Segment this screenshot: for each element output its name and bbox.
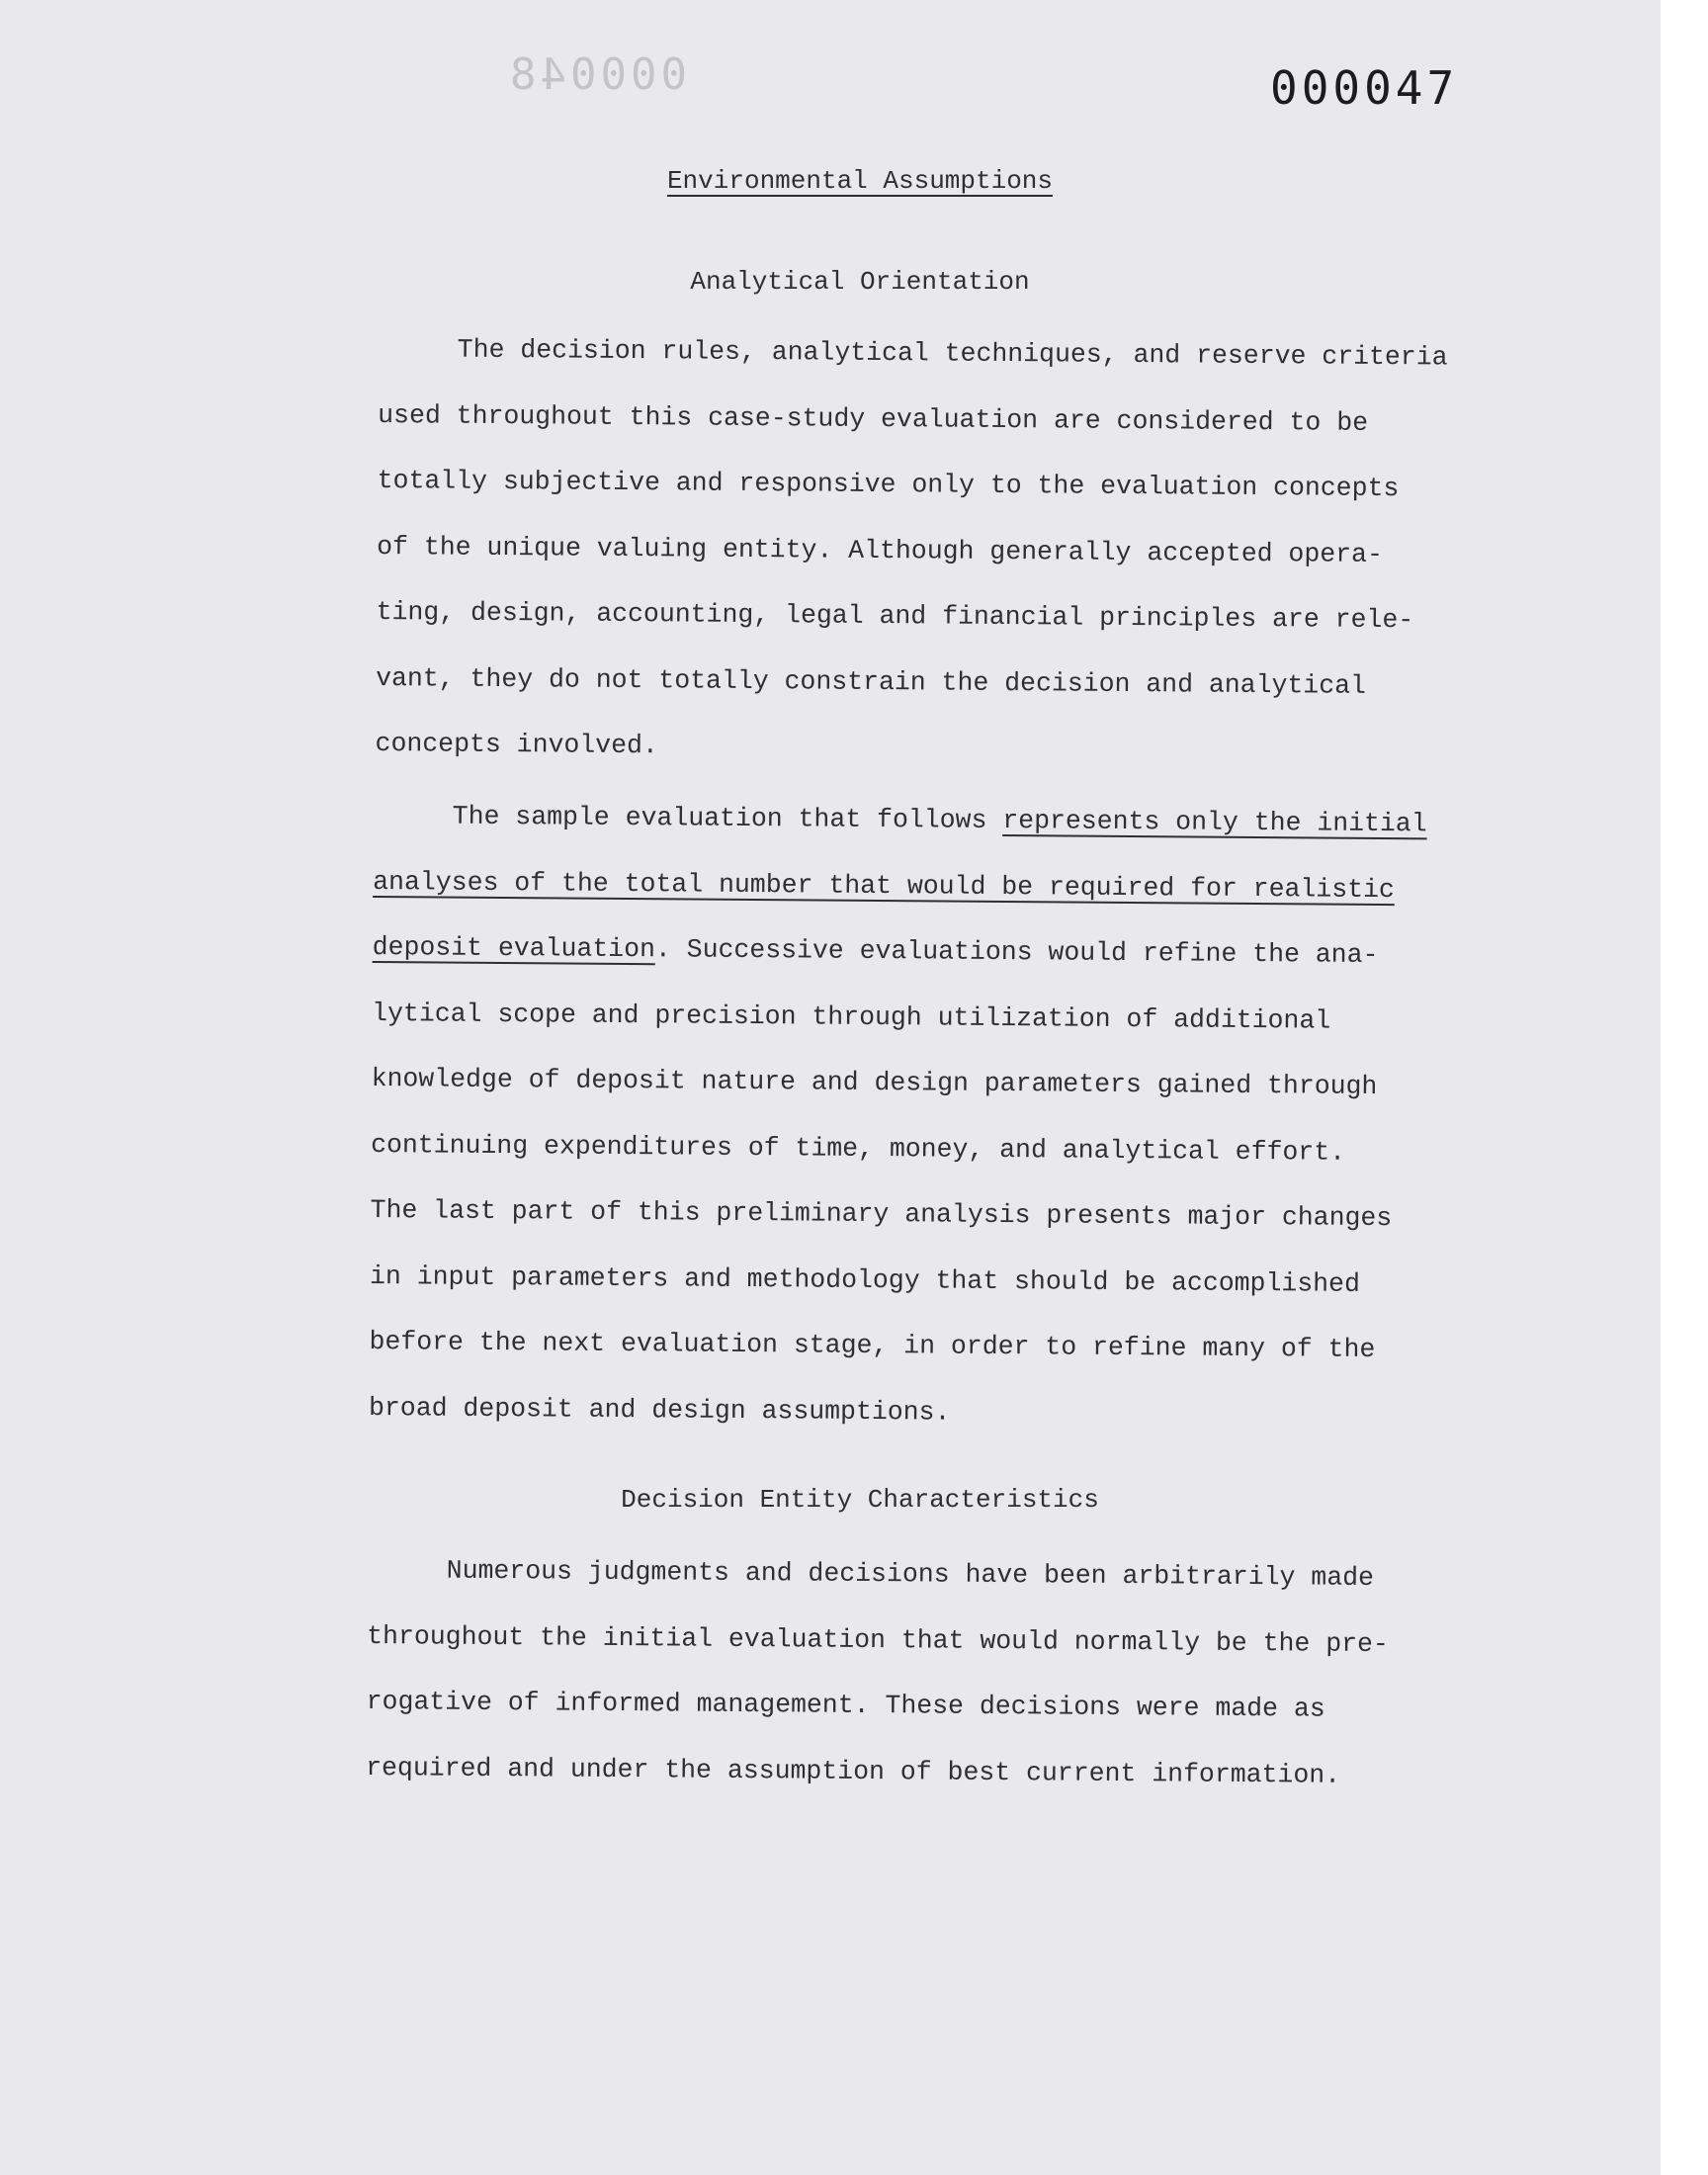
underlined-text: deposit evaluation <box>372 931 656 965</box>
paragraph-1 <box>375 316 1515 786</box>
bleed-through-page-number: 000048 <box>506 49 687 100</box>
paragraph-line: totally subjective and responsive only to the evaluation concepts <box>377 465 1400 504</box>
paragraph-line: knowledge of deposit nature and design parameters gained through <box>371 1063 1378 1101</box>
paragraph-line: continuing expenditures of time, money, and analytical effort. <box>371 1129 1346 1168</box>
paragraph-line: Numerous judgments and decisions have been arbitrarily made <box>446 1555 1375 1593</box>
paragraph-line: The last part of this preliminary analysis presents major changes <box>370 1194 1393 1234</box>
paragraph-line <box>373 783 1509 858</box>
paragraph-line: in input parameters and methodology that should be accomplished <box>369 1261 1361 1299</box>
section-heading-analytical-orientation: Analytical Orientation <box>690 267 1030 297</box>
paragraph-line: before the next evaluation stage, in order to refine many of the <box>369 1326 1376 1364</box>
underlined-text: represents only the initial <box>1002 805 1427 839</box>
paragraph-line: rogative of informed management. These decisions were made as <box>366 1686 1325 1724</box>
paragraph-line: of the unique valuing entity. Although generally accepted opera- <box>377 531 1384 569</box>
paragraph-2 <box>369 783 1510 1449</box>
paragraph-line: vant, they do not totally constrain the decision and analytical <box>376 662 1367 701</box>
paragraph-3 <box>366 1537 1504 1809</box>
document-title-text: Environmental Assumptions <box>666 166 1054 196</box>
paragraph-line: ting, design, accounting, legal and financial principles are rele- <box>376 596 1414 636</box>
paragraph-line <box>372 914 1508 990</box>
paragraph-line: The decision rules, analytical techniques, and reserve criteria <box>457 334 1448 373</box>
paragraph-line: throughout the initial evaluation that would normally be the pre- <box>367 1620 1389 1659</box>
document-title <box>0 166 1708 196</box>
underlined-text: analyses of the total number that would be required for realistic <box>373 866 1395 905</box>
paragraph-line: lytical scope and precision through utilization of additional <box>372 998 1331 1036</box>
paragraph-line: used throughout this case-study evaluation are considered to be <box>378 399 1369 438</box>
scan-margin <box>1661 0 1708 2175</box>
paragraph-text: The sample evaluation that follows <box>452 801 1003 835</box>
paragraph-line: broad deposit and design assumptions. <box>368 1392 951 1428</box>
paragraph-line: required and under the assumption of best current information. <box>366 1752 1341 1790</box>
section-heading-decision-entity-characteristics: Decision Entity Characteristics <box>621 1485 1099 1515</box>
paragraph-line: concepts involved. <box>375 728 658 761</box>
paragraph-text: . Successive evaluations would refine the ana- <box>654 934 1379 970</box>
page-number: 000047 <box>1270 61 1459 115</box>
